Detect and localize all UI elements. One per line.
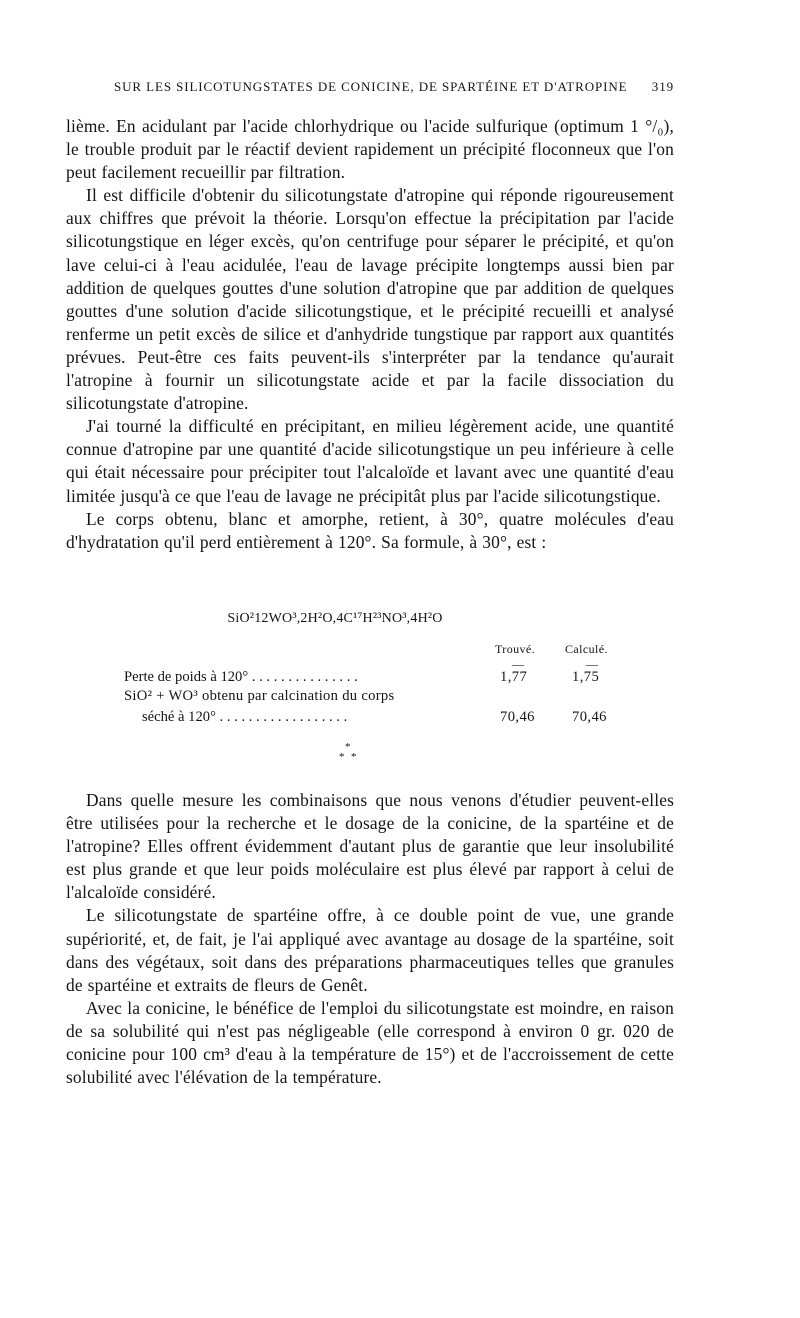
calculated-value: 70,46 xyxy=(572,709,607,725)
paragraph: J'ai tourné la difficulté en précipitant, en milieu légèrement acide, une quantité connue d'atropine par une quantité d'acide silicotungstique un peu inférieure à celle qui était nécessaire pour précipiter tout l'alcaloïde et lavant avec une quantité d'eau limitée jusqu'à ce que l'eau de lavage ne précipitât plus par l'acide silicotungstique. xyxy=(66,416,674,506)
row-label: SiO² + WO³ obtenu par calcination du corps xyxy=(124,688,395,704)
asterisk: * xyxy=(339,751,345,763)
column-rule: — xyxy=(512,657,524,671)
calculated-value: 1,75 xyxy=(572,669,600,685)
paragraph: Le silicotungstate de spartéine offre, à ce double point de vue, une grande supériorité, et, de fait, je l'ai appliqué avec avantage au dosage de la spartéine, soit dans des végétaux, soit dans des préparations pharmaceutiques telles que granules de spartéine et extraits de fleurs de Genêt. xyxy=(66,905,674,995)
paragraph: lième. En acidulant par l'acide chlorhydrique ou l'acide sulfurique (optimum 1 °/₀), le trouble produit par le réactif devient rapidement un précipité floconneux que l'on peut facilement recueillir par filtration. xyxy=(66,116,674,183)
found-value: 70,46 xyxy=(500,709,535,725)
body-text-bottom xyxy=(66,789,674,1089)
paragraph: Avec la conicine, le bénéfice de l'emploi du silicotungstate est moindre, en raison de sa solubilité qui n'est pas négligeable (elle correspond à environ 0 gr. 020 de conicine pour 100 cm³ d'eau à la température de 15°) et de l'accroissement de cette solubilité avec l'élévation de la température. xyxy=(66,997,674,1088)
chemical-formula xyxy=(66,611,674,627)
running-title: SUR LES SILICOTUNGSTATES DE CONICINE, DE SPARTÉINE ET D'ATROPINE xyxy=(114,79,628,94)
column-header-calculated: Calculé. xyxy=(565,642,608,656)
paragraph: Dans quelle mesure les combinaisons que nous venons d'étudier peuvent-elles être utilisées pour la recherche et le dosage de la conicine, de la spartéine et de l'atropine? Elles offrent évidemment d'autant plus de garantie que leur insolubilité est plus grande et que leur poids moléculaire est plus élevé par rapport à celui de l'alcaloïde considéré. xyxy=(66,790,674,903)
row-label: Perte de poids à 120° . . . . . . . . . . . . . . . xyxy=(124,669,358,685)
paragraph: Il est difficile d'obtenir du silicotungstate d'atropine qui réponde rigoureusement aux chiffres que prévoit la théorie. Lorsqu'on effectue la précipitation par l'acide silicotungstique en léger excès, qu'on centrifuge pour séparer le précipité, et qu'on lave celui-ci à l'eau acidulée, l'eau de lavage précipite longtemps aussi bien par addition de quelques gouttes d'une solution d'atropine que par addition de quelques gouttes d'une solution d'acide silicotungstique, et le précipité recueilli et analysé renferme un petit excès de silice et d'anhydride tungstique par rapport aux quantités prévues. Peut-être ces faits peuvent-ils s'interpréter par la tendance qu'aurait l'atropine à fournir un silicotungstate acide et par la facile dissociation du silicotungstate d'atropine. xyxy=(66,185,674,414)
column-header-found: Trouvé. xyxy=(495,642,536,656)
paragraph: Le corps obtenu, blanc et amorphe, retient, à 30°, quatre molécules d'eau d'hydratation qu'il perd entièrement à 120°. Sa formule, à 30°, est : xyxy=(66,508,674,552)
found-value: 1,77 xyxy=(500,669,528,685)
asterisk: * xyxy=(345,741,351,753)
row-label: séché à 120° . . . . . . . . . . . . . . . . . . xyxy=(142,709,348,725)
column-rule: — xyxy=(586,657,598,671)
body-text-top xyxy=(66,115,674,554)
formula-text: SiO²12WO³,2H²O,4C¹⁷H²³NO³,4H²O xyxy=(227,611,443,626)
page-number: 319 xyxy=(651,79,674,94)
asterism-separator xyxy=(334,742,374,772)
asterisk: * xyxy=(351,751,357,763)
